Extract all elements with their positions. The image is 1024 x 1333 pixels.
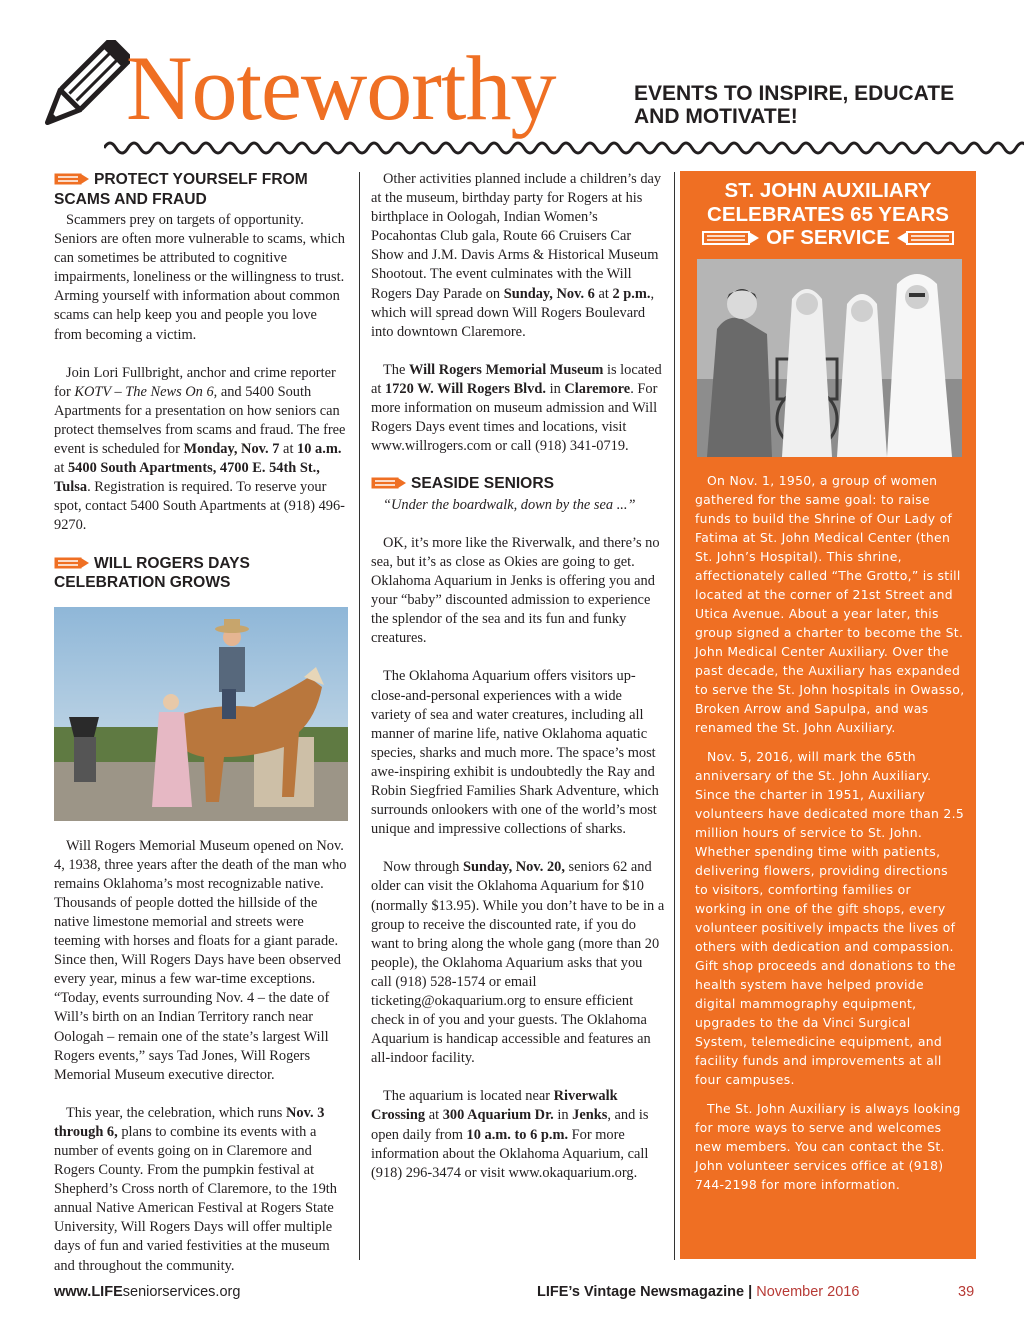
pencil-arrow-icon bbox=[896, 231, 954, 245]
auxiliary-title-line-2: CELEBRATES 65 YEARS bbox=[707, 202, 949, 226]
rogers-heading-line-1: WILL ROGERS DAYS bbox=[94, 554, 250, 572]
footer-magazine: LIFE’s Vintage Newsmagazine | November 2016 bbox=[537, 1284, 860, 1300]
tagline-line-2: AND MOTIVATE! bbox=[634, 105, 798, 128]
seaside-paragraph-1: OK, it’s more like the Riverwalk, and there’s no sea, but it’s as close as Okies are going to get. Oklahoma Aquarium in Jenks is offering you and your “baby” discounted admission to experience the splendor of the sea and its fun and funky creatures. bbox=[371, 534, 660, 647]
seaside-paragraph-4: The aquarium is located near Riverwalk Crossing at 300 Aquarium Dr. in Jenks, and is open daily from 10 a.m. to 6 p.m. For more information about the Oklahoma Aquarium, call (918) 296-3474 or visit www.okaquarium.org. bbox=[371, 1088, 649, 1181]
tagline bbox=[634, 82, 954, 128]
column-rule-1 bbox=[359, 172, 360, 1260]
footer-website: www.LIFEseniorservices.org bbox=[54, 1284, 241, 1300]
rogers-paragraph-2: This year, the celebration, which runs Nov. 3 through 6, plans to combine its events with a number of events going on in Claremore and Rogers County. From the pumpkin festival at Shepherd’s Cross north of Claremore, to the 19th annual Native American Festival at Rogers State University, Will Rogers Days will offer multiple days of fun and varied festivities at the museum and throughout the community. bbox=[54, 1104, 337, 1274]
rogers-paragraph-3: Other activities planned include a children’s day at the museum, birthday party for Rogers at his birthplace in Oologah, Indian Women’s Pocahontas Club gala, Route 66 Cruisers Car Show and J.M. Davis Arms & Historical Museum Shootout. The event culminates with the Will Rogers Day Parade on Sunday, Nov. 6 at 2 p.m., which will spread down Will Rogers Boulevard into downtown Claremore. bbox=[371, 171, 662, 340]
seaside-heading bbox=[371, 474, 665, 494]
auxiliary-body bbox=[695, 471, 965, 1194]
wavy-divider bbox=[104, 136, 1024, 160]
pencil-arrow-icon bbox=[54, 173, 90, 185]
seaside-heading-text: SEASIDE SENIORS bbox=[411, 475, 554, 493]
auxiliary-paragraph-2: Nov. 5, 2016, will mark the 65th anniversary of the St. John Auxiliary. Since the charter in 1951, Auxiliary volunteers have dedicated more than 2.5 million hours of service to St. John. Whether spending time with patients, delivering flowers, providing directions to visitors, comforting families or working in one of the gift shops, every volunteer positively impacts the lives of others with dedication and compassion. Gift shop proceeds and donations to the health system have helped provide digital mammography equipment, upgrades to the da Vinci Surgical System, telemedicine equipment, and facility funds and improvements at all four campuses. bbox=[695, 749, 965, 1087]
scams-heading bbox=[54, 170, 348, 209]
seaside-subhead: “Under the boardwalk, down by the sea ...” bbox=[383, 496, 636, 513]
auxiliary-title-line-3: OF SERVICE bbox=[766, 226, 890, 249]
scams-heading-line-1: PROTECT YOURSELF FROM bbox=[94, 171, 308, 188]
auxiliary-paragraph-1: On Nov. 1, 1950, a group of women gathered for the same goal: to raise funds to build the Shrine of Our Lady of Fatima at St. John Medical Center (then St. John’s Hospital). This shrine, affectionately called “The Grotto,” is still located at the corner of 21st Street and Utica Avenue. About a year later, this group signed a charter to become the St. John Medical Center Auxiliary. Over the past decade, the Auxiliary has expanded to serve the St. John hospitals in Owasso, Broken Arrow and Sapulpa, and was renamed the St. John Auxiliary. bbox=[695, 473, 965, 735]
column-rule-2 bbox=[674, 172, 675, 1260]
auxiliary-title-line-3-row bbox=[680, 226, 976, 250]
auxiliary-title bbox=[680, 179, 976, 250]
page-number: 39 bbox=[958, 1284, 975, 1300]
rogers-heading bbox=[54, 554, 348, 593]
pencil-arrow-icon bbox=[54, 557, 90, 569]
page-title: Noteworthy bbox=[126, 37, 556, 139]
auxiliary-paragraph-3: The St. John Auxiliary is always looking for more ways to serve and welcomes new members. You can contact the St. John volunteer services office at (918) 744-2198 for more information. bbox=[695, 1101, 961, 1192]
pencil-arrow-icon bbox=[702, 231, 760, 245]
seaside-paragraph-3: Now through Sunday, Nov. 20, seniors 62 and older can visit the Oklahoma Aquarium for $10 (normally $13.95). While you don’t have to be in a group to receive the discounted rate, if you do want to bring along the whole gang (more than 20 people), the Oklahoma Aquarium asks that you call (918) 528-1574 or email ticketing@okaquarium.org to ensure efficient check in of you and your guests. The Oklahoma Aquarium is handicap accessible and features an all-indoor facility. bbox=[371, 859, 665, 1067]
pencil-arrow-icon bbox=[371, 477, 407, 489]
masthead bbox=[30, 38, 1000, 168]
tagline-line-1: EVENTS TO INSPIRE, EDUCATE bbox=[634, 82, 955, 105]
scams-heading-line-2: SCAMS AND FRAUD bbox=[54, 190, 207, 208]
cowboy-horse-photo bbox=[54, 607, 348, 821]
auxiliary-sidebar bbox=[680, 171, 976, 1259]
seaside-paragraph-2: The Oklahoma Aquarium offers visitors up-close-and-personal experiences with a wide variety of sea and water creatures, including all manner of marine life, native Oklahoma aquatic species, sharks and much more. The space’s most awe-inspiring exhibit is undoubtedly the Ray and Robin Siegfried Families Shark Adventure, which surrounds onlookers with one of the world’s most unique and impressive collections of sharks. bbox=[371, 668, 659, 838]
rogers-heading-line-2: CELEBRATION GROWS bbox=[54, 574, 231, 591]
auxiliary-title-line-1: ST. JOHN AUXILIARY bbox=[724, 179, 932, 202]
column-1 bbox=[54, 170, 348, 1276]
rogers-paragraph-1: Will Rogers Memorial Museum opened on Nov. 4, 1938, three years after the death of the man who remains Oklahoma’s most recognizable native. Thousands of people dotted the hillside of the native limestone memorial and streets were teeming with horses and floats for a giant parade. Since then, Will Rogers Days have been observed every year, minus a few war-time exceptions. “Today, events surrounding Nov. 4 – the date of Will’s birth on an Indian Territory ranch near Oologah – remain one of the state’s largest Will Rogers events,” says Tad Jones, Will Rogers Memorial Museum executive director. bbox=[54, 837, 347, 1083]
auxiliary-nurses-photo bbox=[697, 259, 962, 457]
footer-issue: November 2016 bbox=[756, 1284, 860, 1300]
rogers-paragraph-4: The Will Rogers Memorial Museum is located at 1720 W. Will Rogers Blvd. in Claremore. For more information on museum admission and Will Rogers Days event times and locations, visit www.willrogers.com or call (918) 341-0719. bbox=[371, 361, 662, 455]
pencil-icon bbox=[30, 40, 130, 140]
column-2 bbox=[371, 170, 665, 1183]
scams-paragraph-2: Join Lori Fullbright, anchor and crime reporter for KOTV – The News On 6, and 5400 South Apartments for a presentation on how seniors can protect themselves from scams and fraud. The free event is scheduled for Monday, Nov. 7 at 10 a.m. at 5400 South Apartments, 4700 E. 54th St., Tulsa. Registration is required. To reserve your spot, contact 5400 South Apartments at (918) 496-9270. bbox=[54, 364, 346, 534]
scams-paragraph-1: Scammers prey on targets of opportunity. Seniors are often more vulnerable to scams, which can sometimes be attributed to cognitive impairments, loneliness or the willingness to trust. Arming yourself with information about common scams can help keep you and people you love from becoming a victim. bbox=[54, 212, 345, 343]
